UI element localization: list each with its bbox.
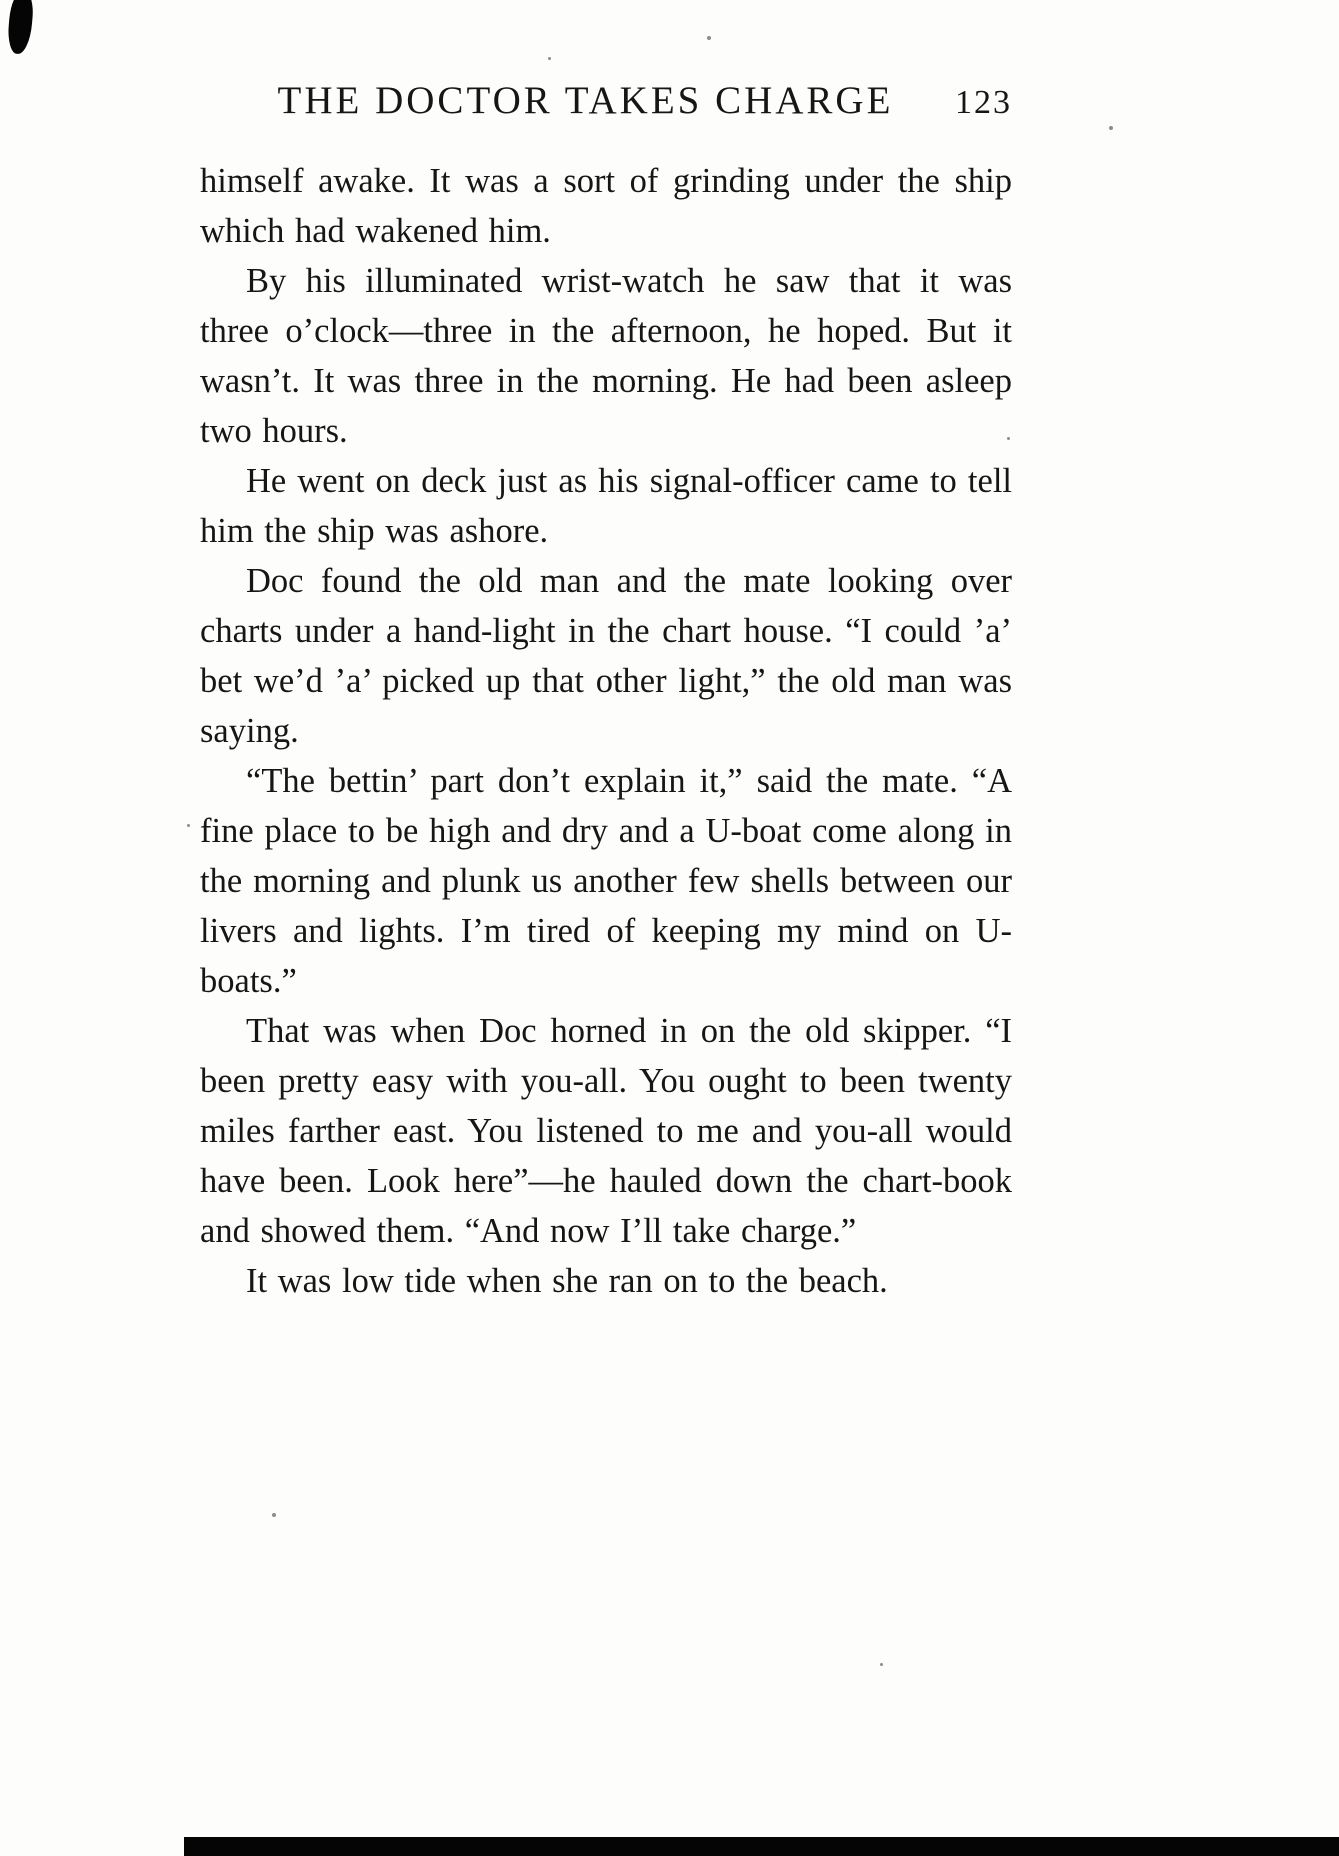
paragraph: By his illuminated wrist-watch he saw that it was three o’clock—three in the afternoon, he hoped. But it wasn’t. It was three in the morning. He had been asleep two hours. (200, 262, 1012, 450)
running-header (200, 78, 1012, 123)
page-body (200, 156, 1012, 1306)
paragraph: himself awake. It was a sort of grinding under the ship which had wakened him. (200, 162, 1012, 250)
scan-speck (187, 824, 190, 827)
paragraph: That was when Doc horned in on the old skipper. “I been pretty easy with you-all. You ought to been twenty miles farther east. You listened to me and you-all would have been. Look here”—he hauled down the chart-book and showed them. “And now I’ll take charge.” (200, 1012, 1012, 1250)
scan-speck (548, 57, 551, 60)
scan-black-bar-bottom (184, 1837, 1339, 1856)
scan-speck (707, 36, 711, 40)
paragraph: It was low tide when she ran on to the beach. (246, 1262, 888, 1300)
paragraph: He went on deck just as his signal-officer came to tell him the ship was ashore. (200, 462, 1012, 550)
chapter-title: THE DOCTOR TAKES CHARGE (277, 79, 894, 122)
scan-smudge-top-left (6, 0, 34, 55)
paragraph: “The bettin’ part don’t explain it,” said the mate. “A fine place to be high and dry and a U-boat come along in the morning and plunk us another few shells between our livers and lights. I’m tired of keeping my mind on U-boats.” (200, 762, 1012, 1000)
scan-speck (1109, 126, 1113, 130)
scan-speck (880, 1663, 883, 1666)
page-number: 123 (955, 84, 1012, 121)
paragraph: Doc found the old man and the mate looking over charts under a hand-light in the chart house. “I could ’a’ bet we’d ’a’ picked up that other light,” the old man was saying. (200, 562, 1012, 750)
scan-speck (272, 1513, 276, 1517)
